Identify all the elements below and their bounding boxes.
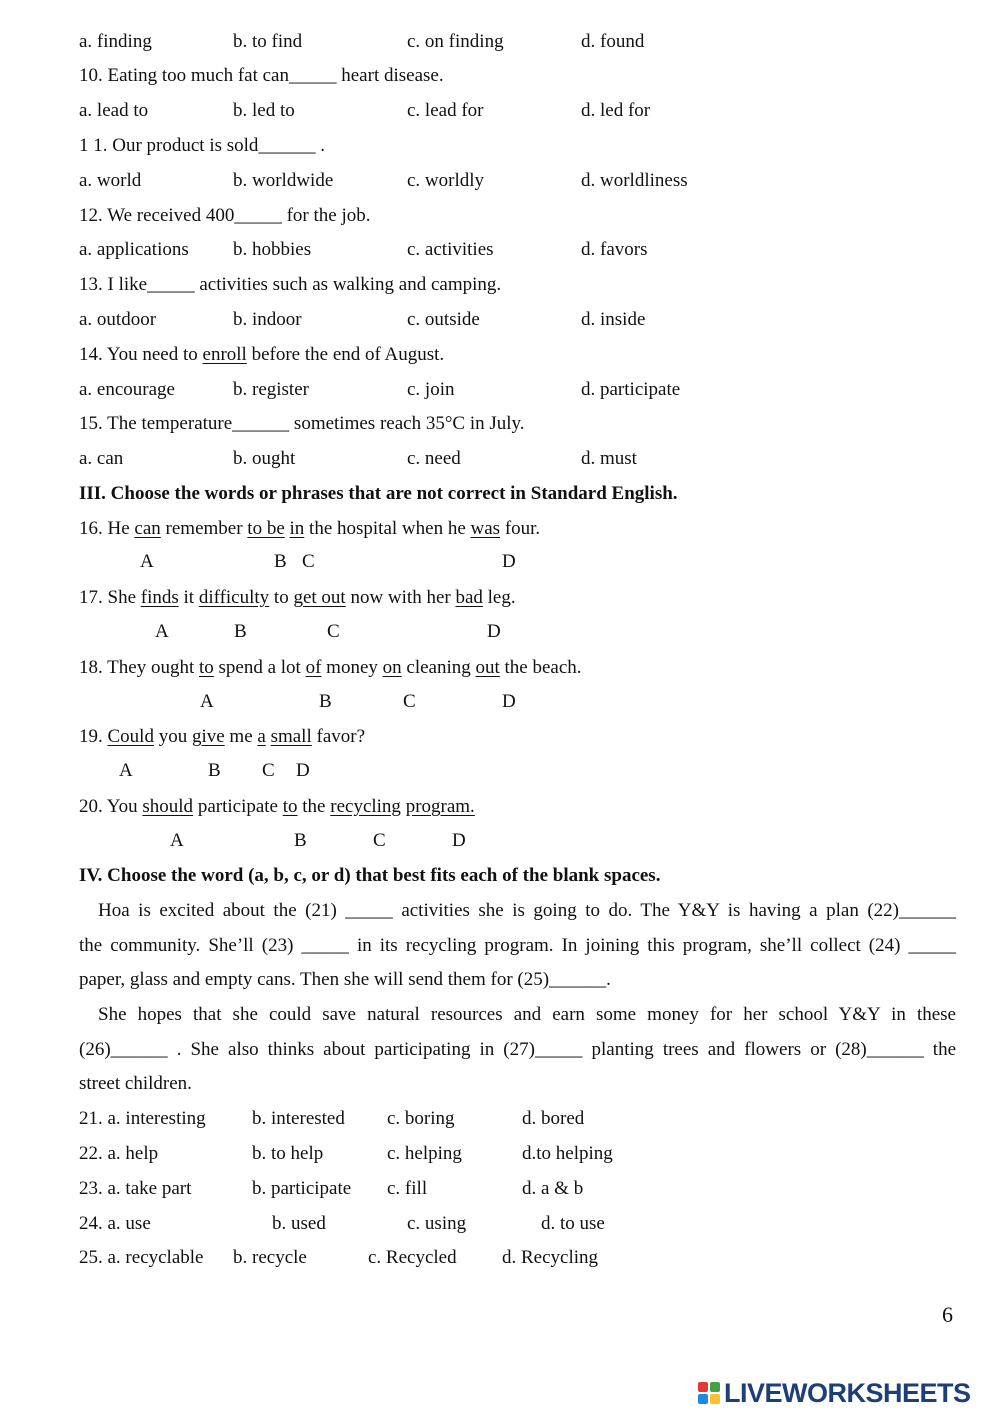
q11-option-a[interactable]: a. world: [79, 170, 142, 191]
q10-option-d[interactable]: d. led for: [581, 100, 651, 121]
question-11: [79, 134, 325, 158]
q19-text: favor?: [311, 726, 366, 747]
q19-part-a[interactable]: Could: [107, 726, 154, 747]
q9-option-a[interactable]: a. finding: [79, 31, 152, 52]
passage-line-5: (26)______ . She also thinks about participating in (27)_____ planting trees and flowers or (28)______ the: [79, 1039, 956, 1060]
q18-text: the beach.: [499, 657, 582, 678]
q18-text: 18. They ought: [79, 657, 199, 678]
logo-square-3: [698, 1394, 708, 1404]
q14-underlined-word: enroll: [202, 344, 247, 365]
logo-square-2: [710, 1382, 720, 1392]
q20-part-a[interactable]: should: [142, 796, 194, 817]
passage-line-6: street children.: [79, 1073, 192, 1094]
q15-text-end: sometimes reach 35°C in July.: [289, 413, 525, 434]
q10-option-b[interactable]: b. led to: [233, 100, 295, 121]
q15-option-b[interactable]: b. ought: [233, 448, 296, 469]
q10-text: 10. Eating too much fat can: [79, 65, 289, 86]
q18-part-c[interactable]: on: [382, 657, 402, 678]
q17-label-a[interactable]: A: [155, 621, 169, 642]
q19-part-c[interactable]: a: [257, 726, 266, 747]
q19-label-b[interactable]: B: [208, 760, 221, 781]
logo-square-1: [698, 1382, 708, 1392]
q11-option-c[interactable]: c. worldly: [407, 170, 485, 191]
question-15: [79, 412, 525, 436]
logo-text: LIVEWORKSHEETS: [724, 1377, 971, 1408]
q13-option-c[interactable]: c. outside: [407, 309, 480, 330]
q17-label-d[interactable]: D: [487, 621, 501, 642]
passage-line-1: Hoa is excited about the (21) _____ activities she is going to do. The Y&Y is having a plan (22)______: [98, 900, 956, 921]
q23-option-d[interactable]: d. a & b: [522, 1178, 584, 1199]
question-19: [79, 725, 365, 749]
q10-text-end: heart disease.: [336, 65, 444, 86]
q20-label-c[interactable]: C: [373, 830, 386, 851]
q17-text: now with her: [345, 587, 456, 608]
q24-option-a[interactable]: 24. a. use: [79, 1213, 151, 1234]
q16-part-d[interactable]: was: [470, 518, 501, 539]
passage-line-2: the community. She’ll (23) _____ in its recycling program. In joining this program, she’ll collect (24) _____: [79, 935, 956, 956]
q18-label-c[interactable]: C: [403, 691, 416, 712]
q18-text: spend a lot: [213, 657, 306, 678]
q22-option-a[interactable]: 22. a. help: [79, 1143, 159, 1164]
q19-part-b[interactable]: give: [191, 726, 225, 747]
q20-part-c[interactable]: recycling: [330, 796, 401, 817]
question-10: [79, 64, 444, 88]
q20-text: the: [297, 796, 331, 817]
q20-part-d[interactable]: program.: [405, 796, 475, 817]
q16-text: four.: [500, 518, 541, 539]
q16-label-b[interactable]: B: [274, 551, 287, 572]
q13-text-end: activities such as walking and camping.: [194, 274, 502, 295]
q12-option-c[interactable]: c. activities: [407, 239, 494, 260]
q16-text: 16. He: [79, 518, 135, 539]
question-12: [79, 204, 371, 228]
q18-part-b[interactable]: of: [305, 657, 322, 678]
q15-option-d[interactable]: d. must: [581, 448, 637, 469]
q22-option-c[interactable]: c. helping: [387, 1143, 462, 1164]
q11-blank[interactable]: ______: [258, 135, 316, 156]
q18-part-a[interactable]: to: [198, 657, 214, 678]
q23-option-c[interactable]: c. fill: [387, 1178, 428, 1199]
q16-text: remember: [160, 518, 248, 539]
q20-text: participate: [193, 796, 283, 817]
section-3-heading: III. Choose the words or phrases that are not correct in Standard English.: [79, 483, 678, 504]
q11-option-b[interactable]: b. worldwide: [233, 170, 334, 191]
q17-part-d[interactable]: bad: [455, 587, 483, 608]
q16-label-a[interactable]: A: [140, 551, 154, 572]
q14-text: 14. You need to: [79, 344, 203, 365]
q17-text: to: [269, 587, 294, 608]
q19-part-d[interactable]: small: [270, 726, 312, 747]
q17-part-a[interactable]: finds: [140, 587, 179, 608]
q9-option-d[interactable]: d. found: [581, 31, 645, 52]
q11-text-end: .: [315, 135, 325, 156]
q12-option-d[interactable]: d. favors: [581, 239, 648, 260]
q19-label-c[interactable]: C: [262, 760, 275, 781]
question-16: [79, 517, 540, 541]
q17-part-b[interactable]: difficulty: [198, 587, 270, 608]
question-18: [79, 656, 582, 680]
passage-line-3: paper, glass and empty cans. Then she will send them for (25)______.: [79, 969, 611, 990]
q15-option-c[interactable]: c. need: [407, 448, 461, 469]
question-20: [79, 795, 475, 819]
q13-blank[interactable]: _____: [147, 274, 195, 295]
q15-blank[interactable]: ______: [232, 413, 290, 434]
q20-text: 20. You: [79, 796, 143, 817]
q16-part-b[interactable]: to be: [247, 518, 285, 539]
q18-text: cleaning: [401, 657, 476, 678]
q22-option-b[interactable]: b. to help: [252, 1143, 324, 1164]
q16-label-c[interactable]: C: [302, 551, 315, 572]
q10-option-c[interactable]: c. lead for: [407, 100, 484, 121]
q25-option-b[interactable]: b. recycle: [233, 1247, 307, 1268]
q11-text: 1 1. Our product is sold: [79, 135, 259, 156]
q25-option-d[interactable]: d. Recycling: [502, 1247, 599, 1268]
question-14: [79, 343, 444, 367]
q18-label-b[interactable]: B: [319, 691, 332, 712]
q14-text-end: before the end of August.: [246, 344, 445, 365]
q23-option-b[interactable]: b. participate: [252, 1178, 352, 1199]
q10-blank[interactable]: _____: [289, 65, 337, 86]
page-number: 6: [942, 1302, 953, 1327]
q10-option-a[interactable]: a. lead to: [79, 100, 149, 121]
question-13: [79, 273, 501, 297]
q19-label-a[interactable]: A: [119, 760, 133, 781]
q13-option-b[interactable]: b. indoor: [233, 309, 302, 330]
q9-option-b[interactable]: b. to find: [233, 31, 303, 52]
q20-label-d[interactable]: D: [452, 830, 466, 851]
q19-text: you: [153, 726, 192, 747]
q15-option-a[interactable]: a. can: [79, 448, 124, 469]
q14-option-b[interactable]: b. register: [233, 379, 309, 400]
q17-part-c[interactable]: get out: [293, 587, 346, 608]
q13-text: 13. I like: [79, 274, 148, 295]
logo-square-4: [710, 1394, 720, 1404]
q19-text: 19.: [79, 726, 108, 747]
q18-text: money: [321, 657, 383, 678]
q16-part-c[interactable]: in: [289, 518, 305, 539]
q9-option-c[interactable]: c. on finding: [407, 31, 504, 52]
q12-text: 12. We received 400: [79, 205, 235, 226]
q24-option-d[interactable]: d. to use: [541, 1213, 605, 1234]
q16-label-d[interactable]: D: [502, 551, 516, 572]
q18-part-d[interactable]: out: [475, 657, 500, 678]
q17-label-b[interactable]: B: [234, 621, 247, 642]
q21-option-b[interactable]: b. interested: [252, 1108, 345, 1129]
logo-grid-icon: [698, 1382, 720, 1404]
q16-text: the hospital when he: [304, 518, 471, 539]
q16-part-a[interactable]: can: [134, 518, 161, 539]
q17-text: leg.: [482, 587, 516, 608]
q13-option-a[interactable]: a. outdoor: [79, 309, 157, 330]
q24-option-b[interactable]: b. used: [272, 1213, 326, 1234]
q18-label-d[interactable]: D: [502, 691, 516, 712]
q25-option-c[interactable]: c. Recycled: [368, 1247, 457, 1268]
q12-blank[interactable]: _____: [234, 205, 282, 226]
q19-label-d[interactable]: D: [296, 760, 310, 781]
q12-option-b[interactable]: b. hobbies: [233, 239, 312, 260]
liveworksheets-logo[interactable]: [698, 1378, 971, 1408]
section-4-heading: IV. Choose the word (a, b, c, or d) that best fits each of the blank spaces.: [79, 865, 661, 886]
q20-label-a[interactable]: A: [170, 830, 184, 851]
q11-option-d[interactable]: d. worldliness: [581, 170, 688, 191]
q23-option-a[interactable]: 23. a. take part: [79, 1178, 192, 1199]
q13-option-d[interactable]: d. inside: [581, 309, 646, 330]
q15-text: 15. The temperature: [79, 413, 233, 434]
q14-option-c[interactable]: c. join: [407, 379, 455, 400]
q17-text: it: [178, 587, 199, 608]
q21-option-d[interactable]: d. bored: [522, 1108, 585, 1129]
q21-option-c[interactable]: c. boring: [387, 1108, 455, 1129]
q20-label-b[interactable]: B: [294, 830, 307, 851]
q18-label-a[interactable]: A: [200, 691, 214, 712]
q17-label-c[interactable]: C: [327, 621, 340, 642]
q19-text: me: [224, 726, 258, 747]
q21-option-a[interactable]: 21. a. interesting: [79, 1108, 206, 1129]
q14-option-a[interactable]: a. encourage: [79, 379, 175, 400]
q25-option-a[interactable]: 25. a. recyclable: [79, 1247, 204, 1268]
q20-part-b[interactable]: to: [282, 796, 298, 817]
q12-text-end: for the job.: [281, 205, 371, 226]
question-17: [79, 586, 516, 610]
passage-line-4: She hopes that she could save natural resources and earn some money for her school Y&Y in these: [98, 1004, 956, 1025]
q24-option-c[interactable]: c. using: [407, 1213, 467, 1234]
q12-option-a[interactable]: a. applications: [79, 239, 189, 260]
q22-option-d[interactable]: d.to helping: [522, 1143, 613, 1164]
q17-text: 17. She: [79, 587, 141, 608]
q14-option-d[interactable]: d. participate: [581, 379, 681, 400]
